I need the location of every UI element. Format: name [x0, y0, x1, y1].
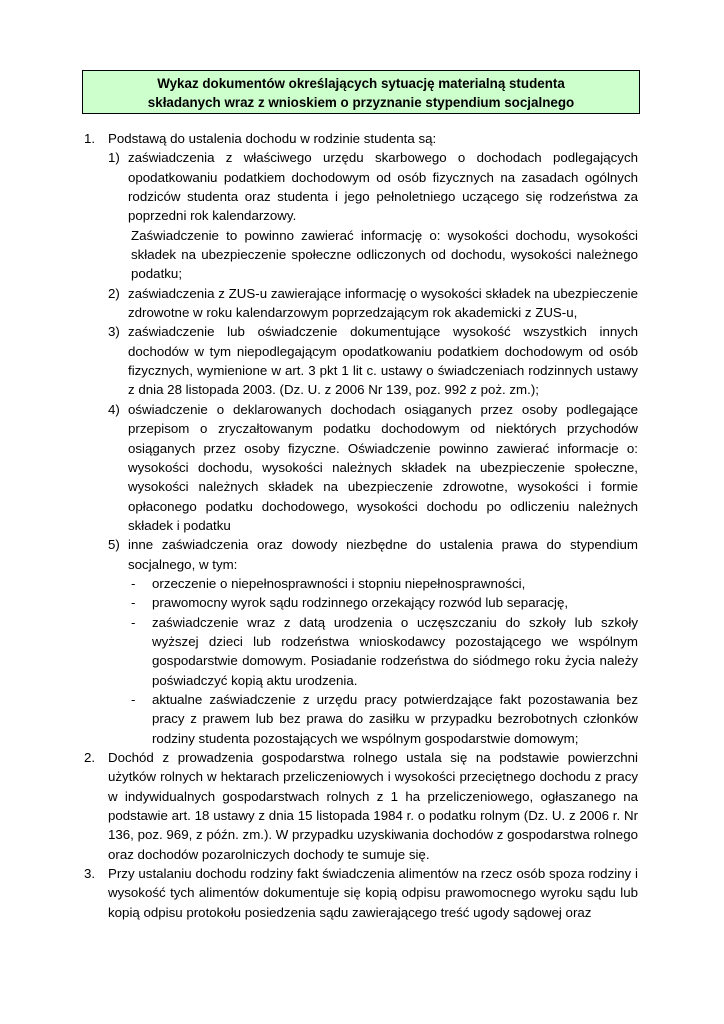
item-1-1 [0, 148, 724, 225]
bullet-marker: - [131, 575, 136, 591]
bullet-marker: - [131, 595, 136, 611]
section-2-text: Dochód z prowadzenia gospodarstwa rolnego ustala się na podstawie powierzchni użytków rolnych w hektarach przeliczeniowych i wysokości przeciętnego dochodu z pracy w indywidualnych gospodarstwach rolnych z 1 ha przeliczeniowego, ogłaszanego na podstawie art. 18 ustawy z dnia 15 listopada 1984 r. o podatku rolnym (Dz. U. z 2006 r. Nr 136, poz. 969, z późn. zm.). W przypadku uzyskiwania dochodów z gospodarstwa rolnego oraz dochodów pozarolniczych dochody te sumuje się. [108, 750, 638, 862]
section-1 [0, 129, 724, 148]
bullet-marker: - [131, 691, 136, 707]
bullet-item [0, 593, 724, 612]
section-2 [0, 748, 724, 864]
title-line-2: składanych wraz z wnioskiem o przyznanie stypendium socjalnego [147, 95, 575, 110]
section-1-number: 1. [84, 131, 96, 146]
bullet-item [0, 690, 724, 748]
item-1-5-number: 5) [108, 537, 120, 553]
item-1-2 [0, 284, 724, 323]
item-1-1-text: zaświadczenia z właściwego urzędu skarbowego o dochodach podlegających opodatkowaniu podatkiem dochodowym od osób fizycznych na zasadach ogólnych rodziców studenta oraz studenta i jego pełnoletniego uczącego się rodzeństwa za poprzedni rok kalendarzowy. [128, 150, 638, 224]
bullet-item [0, 613, 724, 690]
document-title-box [82, 70, 640, 114]
bullet-text: aktualne zaświadczenie z urzędu pracy potwierdzające fakt pozostawania bez pracy z prawem lub bez prawa do zasiłku w przypadku bezrobotnych członków rodziny studenta pozostających we wspólnym gospodarstwie domowym; [152, 691, 638, 746]
item-1-1-note-text: Zaświadczenie to powinno zawierać informację o: wysokości dochodu, wysokości składek na ubezpieczenie społeczne odliczonych od dochodu, wysokości należnego podatku; [131, 227, 638, 282]
document-body [0, 129, 724, 922]
section-1-text: Podstawą do ustalenia dochodu w rodzinie studenta są: [108, 131, 437, 146]
item-1-4 [0, 400, 724, 535]
item-1-2-text: zaświadczenia z ZUS-u zawierające informację o wysokości składek na ubezpieczenie zdrowotne w roku kalendarzowym poprzedzającym rok akademicki z ZUS-u, [128, 285, 638, 321]
item-1-5-text: inne zaświadczenia oraz dowody niezbędne do ustalenia prawa do stypendium socjalnego, w tym: [128, 537, 638, 572]
item-1-4-number: 4) [108, 401, 120, 417]
section-2-number: 2. [84, 750, 96, 765]
section-3-text: Przy ustalaniu dochodu rodziny fakt świadczenia alimentów na rzecz osób spoza rodziny i wysokość tych alimentów dokumentuje się kopią odpisu prawomocnego wyroku sądu lub kopią odpisu protokołu posiedzenia sądu zawierającego treść ugody sądowej oraz [108, 866, 638, 920]
section-3 [0, 864, 724, 922]
item-1-3 [0, 322, 724, 399]
bullet-text: zaświadczenie wraz z datą urodzenia o uczęszczaniu do szkoły lub szkoły wyższej dzieci lub rodzeństwa wnioskodawcy pozostającego we wspólnym gospodarstwie domowym. Posiadanie rodzeństwa do siódmego roku życia należy poświadczyć kopią aktu urodzenia. [152, 614, 638, 688]
item-1-3-number: 3) [108, 324, 120, 340]
item-1-5 [0, 535, 724, 574]
section-3-number: 3. [84, 866, 96, 882]
item-1-1-note [0, 226, 724, 284]
item-1-1-number: 1) [108, 150, 120, 166]
item-1-2-number: 2) [108, 285, 120, 301]
title-line-1: Wykaz dokumentów określających sytuację materialną studenta [157, 76, 565, 91]
bullet-item [0, 574, 724, 593]
bullet-text: orzeczenie o niepełnosprawności i stopniu niepełnosprawności, [152, 575, 526, 591]
item-1-4-text: oświadczenie o deklarowanych dochodach osiąganych przez osoby podlegające przepisom o zryczałtowanym podatku dochodowym od niektórych przychodów osiąganych przez osoby fizyczne. Oświadczenie powinno zawierać informacje o: wysokości dochodu, wysokości należnych składek na ubezpieczenie społeczne, wysokości należnych składek na ubezpieczenie zdrowotne, wysokości i formie opłaconego podatku dochodowego, wysokości dochodu po odliczeniu należnych składek i podatku [128, 401, 638, 533]
item-1-3-text: zaświadczenie lub oświadczenie dokumentujące wysokość wszystkich innych dochodów w tym niepodlegającym opodatkowaniu podatkiem dochodowym od osób fizycznych, wymienione w art. 3 pkt 1 lit c. ustawy o świadczeniach rodzinnych ustawy z dnia 28 listopada 2003. (Dz. U. z 2006 Nr 139, poz. 992 z poż. zm.); [128, 324, 638, 398]
bullet-text: prawomocny wyrok sądu rodzinnego orzekający rozwód lub separację, [152, 595, 569, 611]
bullet-marker: - [131, 614, 136, 630]
